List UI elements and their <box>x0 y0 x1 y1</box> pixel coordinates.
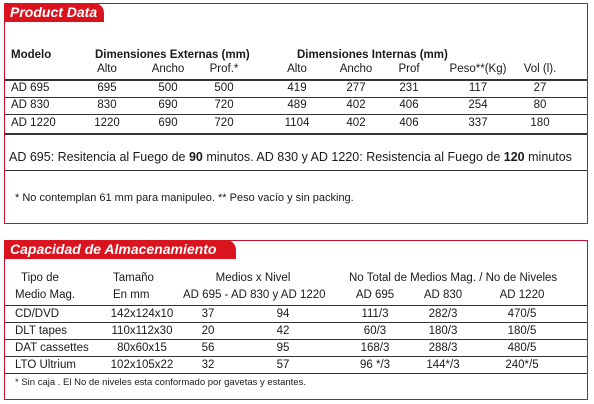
cell-total-695: 111/3 <box>361 308 389 320</box>
cell-prof-int: 406 <box>399 99 419 111</box>
header-ancho-ext: Ancho <box>151 63 185 75</box>
cell-vol: 180 <box>530 117 550 129</box>
cell-total-830: 288/3 <box>428 342 458 354</box>
storage-title: Capacidad de Almacenamiento <box>4 240 236 259</box>
cell-total-830: 180/3 <box>428 325 458 337</box>
header-divider <box>5 305 587 306</box>
cell-model: AD 695 <box>11 82 50 94</box>
cell-ancho-int: 402 <box>346 117 366 129</box>
cell-total-695: 168/3 <box>360 342 390 354</box>
fire-text-2: minutos. AD 830 y AD 1220: Resistencia al Fuego de <box>206 150 501 164</box>
cell-alto-int: 1104 <box>284 117 310 129</box>
row-divider <box>5 97 587 98</box>
header-alto-int: Alto <box>287 63 307 75</box>
header-tamano-1: Tamaño <box>113 272 154 284</box>
row-divider <box>5 322 587 323</box>
cell-ancho-int: 402 <box>346 99 366 111</box>
header-modelo: Modelo <box>11 49 52 61</box>
header-vol: Vol (l). <box>523 63 557 75</box>
cell-medios-695: 56 <box>201 342 215 354</box>
cell-medios-695: 37 <box>201 308 215 320</box>
cell-total-830: 144*/3 <box>426 359 460 371</box>
cell-total-1220: 240*/5 <box>505 359 539 371</box>
cell-medio: CD/DVD <box>15 308 60 320</box>
cell-alto-int: 419 <box>287 82 307 94</box>
cell-prof-ext: 500 <box>214 82 234 94</box>
header-total: No Total de Medios Mag. / No de Niveles <box>349 272 558 284</box>
product-data-title: Product Data <box>4 3 104 22</box>
product-footnote: * No contemplan 61 mm para manipuleo. ** Peso vacío y sin packing. <box>15 192 354 204</box>
cell-total-830: 282/3 <box>428 308 458 320</box>
cell-ancho-int: 277 <box>346 82 366 94</box>
cell-prof-int: 231 <box>399 82 419 94</box>
header-divider <box>5 79 587 81</box>
cell-medios-830-1220: 57 <box>276 359 290 371</box>
cell-tamano: 142x124x10 <box>110 308 174 320</box>
fire-value-120: 120 <box>503 150 525 164</box>
header-ad695: AD 695 <box>355 289 395 301</box>
cell-alto-ext: 695 <box>97 82 117 94</box>
table-bottom-divider <box>5 133 587 135</box>
storage-capacity-panel <box>4 240 588 400</box>
cell-prof-int: 406 <box>399 117 419 129</box>
header-ad830: AD 830 <box>423 289 463 301</box>
storage-footnote: * Sin caja . El No de niveles esta conformado por gavetas y estantes. <box>15 377 306 388</box>
cell-ancho-ext: 500 <box>158 82 178 94</box>
cell-model: AD 830 <box>11 99 50 111</box>
header-ad1220: AD 1220 <box>499 289 545 301</box>
header-peso: Peso**(Kg) <box>449 63 507 75</box>
cell-medio: LTO Ultrium <box>15 359 76 371</box>
cell-alto-ext: 830 <box>97 99 117 111</box>
cell-prof-ext: 720 <box>214 117 234 129</box>
cell-vol: 27 <box>533 82 547 94</box>
fire-text-3: minutos <box>528 150 572 164</box>
header-int-group: Dimensiones Internas (mm) <box>297 49 448 61</box>
cell-prof-ext: 720 <box>214 99 234 111</box>
header-prof-int: Prof <box>398 63 420 75</box>
header-ancho-int: Ancho <box>339 63 373 75</box>
cell-total-1220: 470/5 <box>507 308 537 320</box>
cell-model: AD 1220 <box>11 117 56 129</box>
cell-medios-830-1220: 95 <box>276 342 290 354</box>
cell-medios-830-1220: 42 <box>276 325 290 337</box>
header-medios-2: AD 695 - AD 830 y AD 1220 <box>183 289 326 301</box>
cell-peso: 337 <box>468 117 488 129</box>
cell-total-695: 60/3 <box>363 325 387 337</box>
cell-alto-ext: 1220 <box>94 117 120 129</box>
cell-ancho-ext: 690 <box>158 117 178 129</box>
cell-tamano: 80x60x15 <box>117 342 167 354</box>
cell-total-695: 96 */3 <box>359 359 391 371</box>
header-prof-ext: Prof.* <box>209 63 239 75</box>
header-tipo-2: Medio Mag. <box>15 289 76 301</box>
cell-peso: 254 <box>468 99 488 111</box>
cell-total-1220: 180/5 <box>507 325 537 337</box>
cell-medio: DLT tapes <box>15 325 67 337</box>
cell-medios-695: 20 <box>201 325 215 337</box>
header-medios-1: Medios x Nivel <box>215 272 291 284</box>
fire-value-90: 90 <box>188 150 203 164</box>
cell-vol: 80 <box>533 99 547 111</box>
row-divider <box>5 114 587 115</box>
fire-resistance-note <box>9 150 572 165</box>
header-tamano-2: En mm <box>113 289 150 301</box>
product-data-panel <box>4 3 588 224</box>
cell-medio: DAT cassettes <box>15 342 89 354</box>
cell-medios-695: 32 <box>201 359 215 371</box>
cell-medios-830-1220: 94 <box>276 308 290 320</box>
cell-alto-int: 489 <box>287 99 307 111</box>
cell-total-1220: 480/5 <box>507 342 537 354</box>
fire-divider <box>5 170 587 171</box>
row-divider <box>5 339 587 340</box>
header-tipo-1: Tipo de <box>21 272 59 284</box>
header-ext-group: Dimensiones Externas (mm) <box>95 49 250 61</box>
fire-text-1: AD 695: Resitencia al Fuego de <box>9 150 186 164</box>
cell-ancho-ext: 690 <box>158 99 178 111</box>
header-alto-ext: Alto <box>97 63 117 75</box>
cell-peso: 117 <box>468 82 488 94</box>
cell-tamano: 110x112x30 <box>111 325 173 337</box>
row-divider <box>5 356 587 357</box>
cell-tamano: 102x105x22 <box>110 359 174 371</box>
row-divider <box>5 373 587 374</box>
